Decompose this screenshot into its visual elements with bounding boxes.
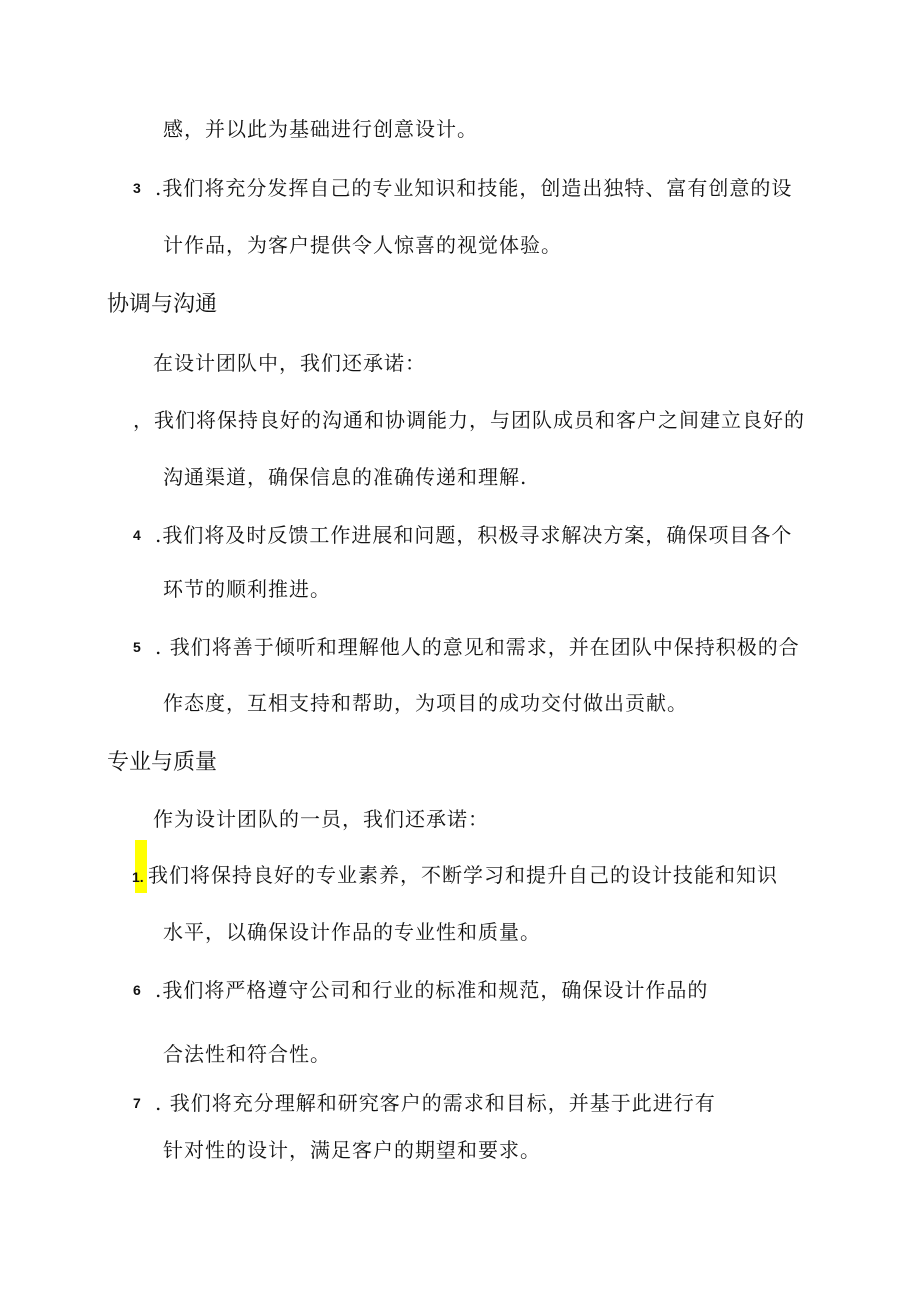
paragraph-continuation: 感，并以此为基础进行创意设计。: [163, 117, 478, 141]
list-number-1: 1.: [132, 869, 144, 885]
list-item-5-line1: . 我们将善于倾听和理解他人的意见和需求，并在团队中保持积极的合: [155, 635, 800, 659]
list-item-4-line2: 环节的顺利推进。: [163, 577, 331, 601]
section-heading-quality: 专业与质量: [107, 750, 218, 775]
list-item-6-line1: .我们将严格遵守公司和行业的标准和规范，确保设计作品的: [155, 978, 709, 1002]
list-item-1-line1: 我们将保持良好的专业素养，不断学习和提升自己的设计技能和知识: [148, 863, 778, 887]
list-item-7-line2: 针对性的设计，满足客户的期望和要求。: [163, 1138, 541, 1162]
list-item-1-line2: 水平，以确保设计作品的专业性和质量。: [163, 920, 541, 944]
list-number-4: 4: [133, 527, 141, 543]
list-item-5-line2: 作态度，互相支持和帮助，为项目的成功交付做出贡献。: [163, 691, 688, 715]
section-intro-quality: 作为设计团队的一员，我们还承诺：: [153, 807, 489, 831]
list-number-7: 7: [133, 1095, 141, 1111]
list-number-5: 5: [133, 639, 141, 655]
list-item-comma-line1: ，我们将保持良好的沟通和协调能力，与团队成员和客户之间建立良好的: [133, 408, 805, 432]
section-heading-coordination: 协调与沟通: [107, 292, 218, 317]
list-item-3-line1: .我们将充分发挥自己的专业知识和技能，创造出独特、富有创意的设: [155, 176, 793, 200]
section-intro-coordination: 在设计团队中，我们还承诺：: [153, 351, 426, 375]
list-number-6: 6: [133, 982, 141, 998]
list-item-7-line1: . 我们将充分理解和研究客户的需求和目标，并基于此进行有: [155, 1091, 716, 1115]
list-number-3: 3: [133, 180, 141, 196]
list-item-3-line2: 计作品，为客户提供令人惊喜的视觉体验。: [163, 233, 562, 257]
list-item-6-line2: 合法性和符合性。: [163, 1042, 331, 1066]
list-item-comma-line2: 沟通渠道，确保信息的准确传递和理解.: [163, 465, 528, 489]
list-item-4-line1: .我们将及时反馈工作进展和问题，积极寻求解决方案，确保项目各个: [155, 523, 793, 547]
